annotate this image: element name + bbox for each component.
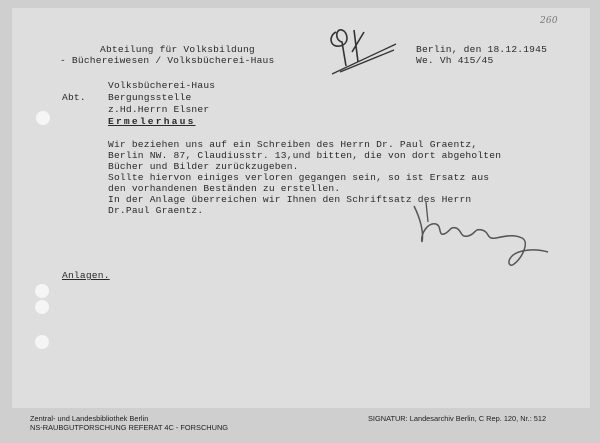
punch-hole (36, 111, 50, 125)
body-line: In der Anlage überreichen wir Ihnen den Schriftsatz des Herrn (108, 194, 472, 205)
handwritten-signature (410, 198, 560, 273)
archive-number: 260 (540, 16, 558, 26)
body-line: den vorhandenen Beständen zu erstellen. (108, 183, 341, 194)
recipient-line-4: Ermelerhaus (108, 116, 196, 127)
body-line: Berlin NW. 87, Claudiusstr. 13,und bitten, die von dort abgeholten (108, 150, 502, 161)
department-line-1: Abteilung für Volksbildung (100, 44, 255, 55)
punch-hole (35, 335, 49, 349)
recipient-line-1: Volksbücherei-Haus (108, 80, 216, 91)
footer-department: NS-RAUBGUTFORSCHUNG REFERAT 4C - FORSCHUNG (30, 423, 229, 432)
punch-hole (35, 300, 49, 314)
handwritten-initials-mark (324, 22, 394, 77)
footer-library-name: Zentral- und Landesbibliothek Berlin (30, 414, 149, 423)
body-line: Wir beziehen uns auf ein Schreiben des Herrn Dr. Paul Graentz, (108, 139, 478, 150)
body-line: Bücher und Bilder zurückzugeben. (108, 161, 299, 172)
recipient-line-2: Bergungsstelle (108, 92, 192, 103)
body-line: Dr.Paul Graentz. (108, 205, 204, 216)
department-line-2: - Büchereiwesen / Volksbücherei-Haus (60, 55, 275, 66)
reference-number: We. Vh 415/45 (416, 55, 494, 66)
recipient-line-3: z.Hd.Herrn Elsner (108, 104, 210, 115)
document-page (12, 8, 590, 408)
recipient-abt-label: Abt. (62, 92, 86, 103)
attachments-label: Anlagen. (62, 270, 110, 281)
place-and-date: Berlin, den 18.12.1945 (416, 44, 548, 55)
footer-signature-reference: SIGNATUR: Landesarchiv Berlin, C Rep. 120, Nr.: 512 (368, 414, 547, 423)
punch-hole (35, 284, 49, 298)
body-line: Sollte hiervon einiges verloren gegangen sein, so ist Ersatz aus (108, 172, 490, 183)
